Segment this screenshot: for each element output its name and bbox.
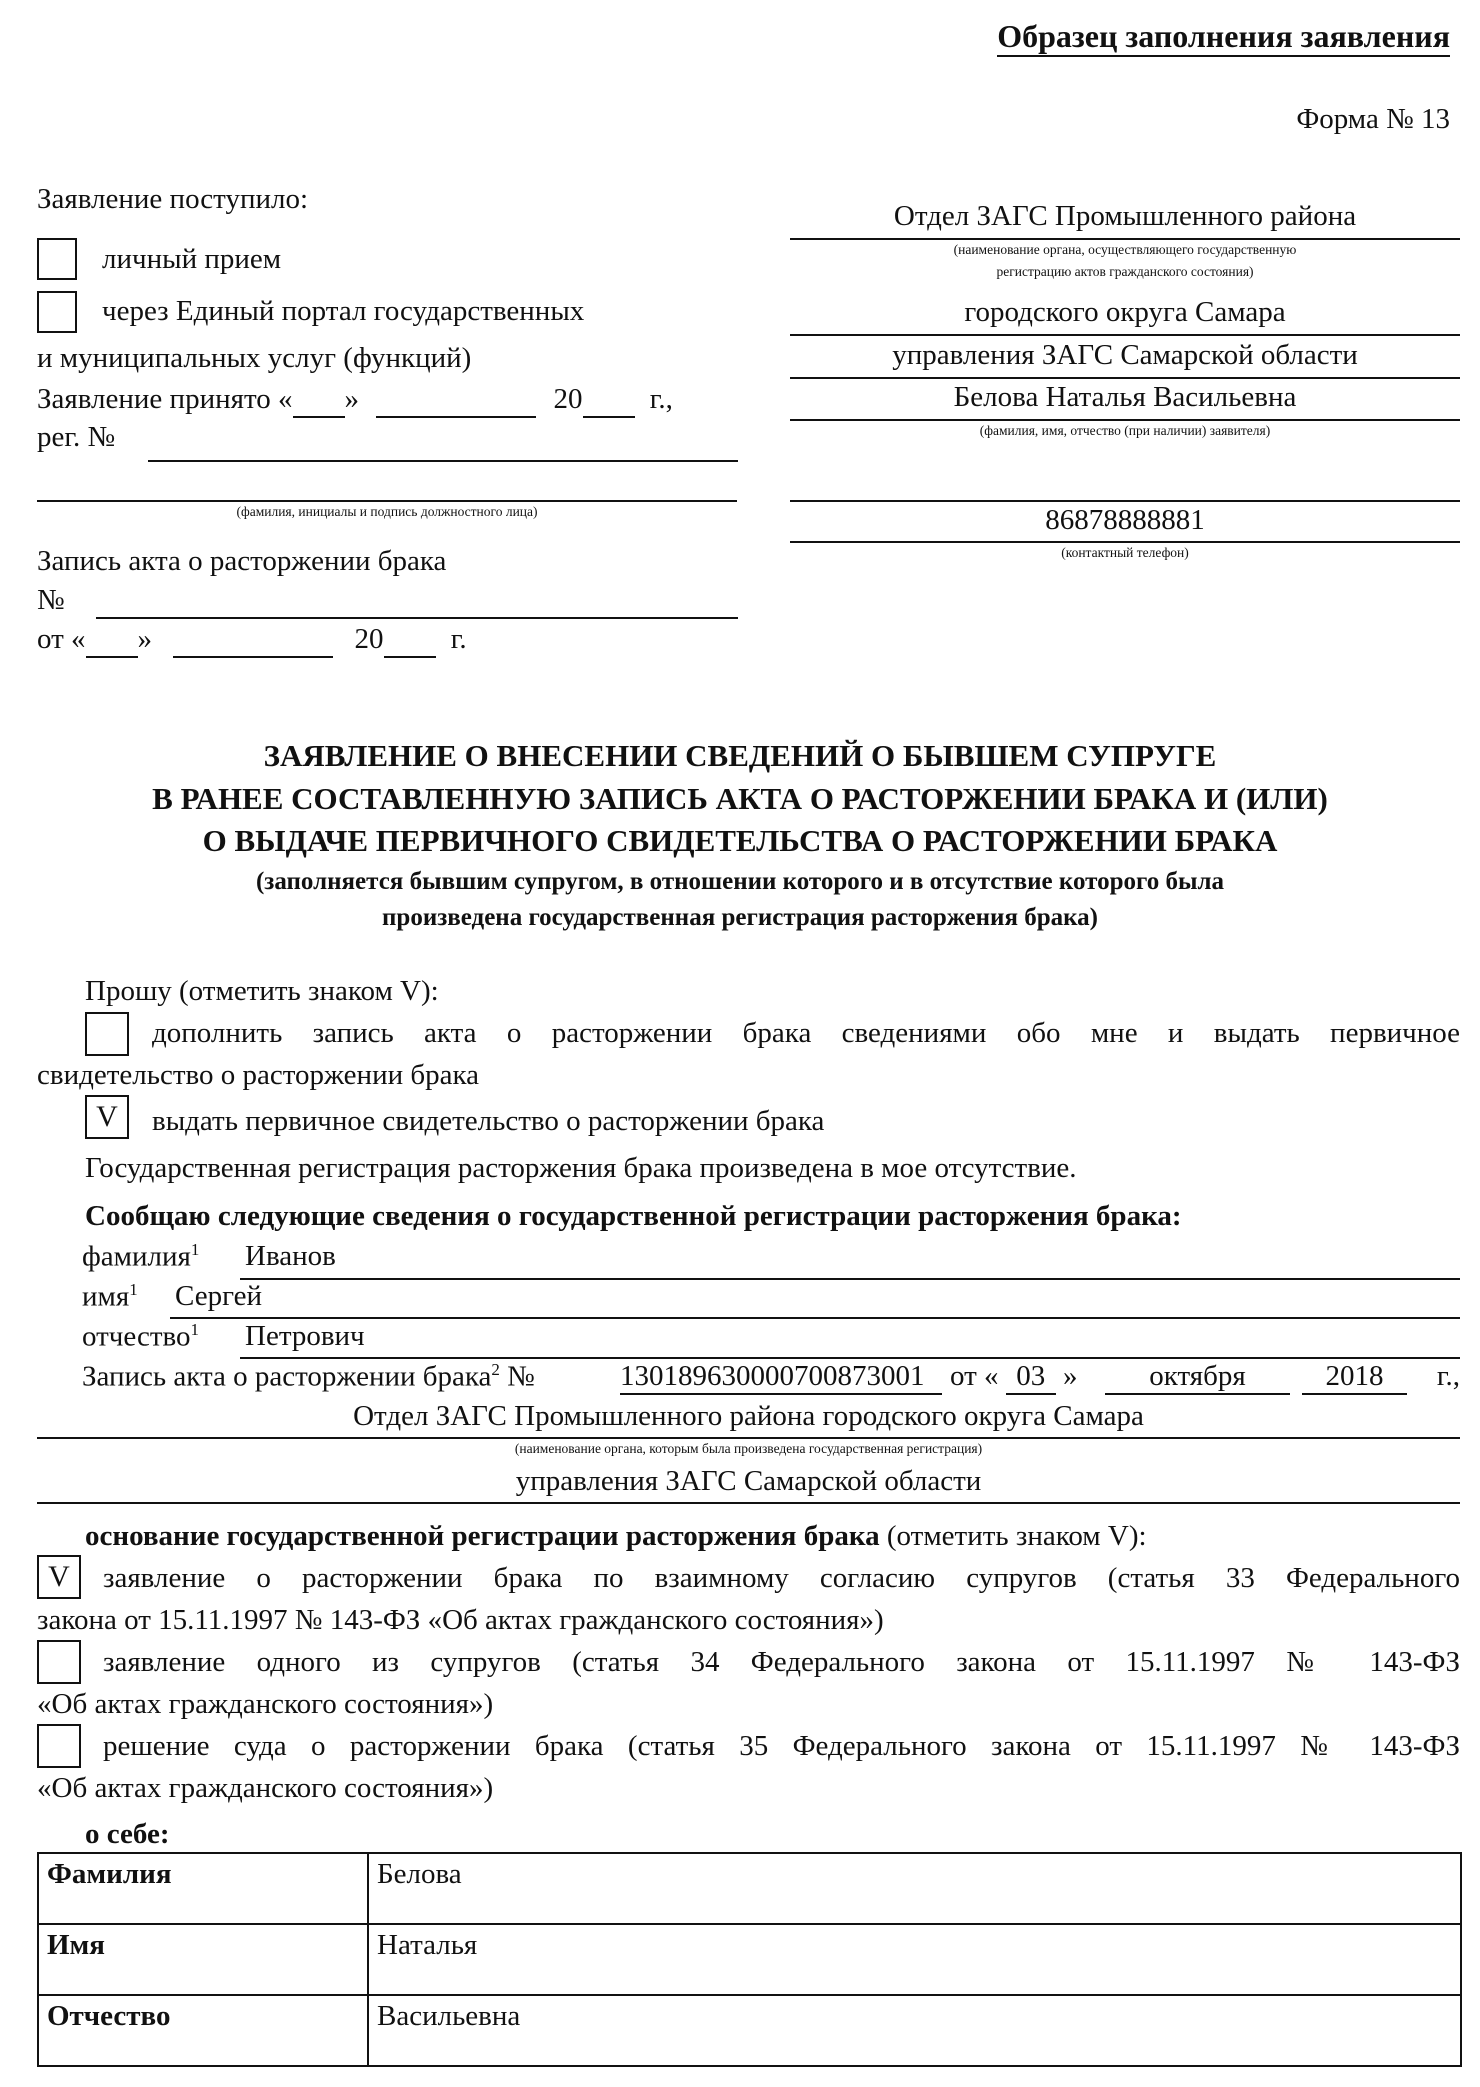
form-number: Форма № 13 xyxy=(1296,103,1450,135)
registration-org-line xyxy=(37,1437,1460,1439)
registration-org-line1[interactable]: Отдел ЗАГС Промышленного района городского округа Самара xyxy=(353,1400,1144,1432)
name-line xyxy=(170,1317,1460,1319)
registration-org-line2[interactable]: управления ЗАГС Самарской области xyxy=(515,1465,982,1497)
phone-number[interactable]: 86878888881 xyxy=(1045,504,1205,536)
personal-reception-checkbox[interactable] xyxy=(37,238,77,280)
registration-org-line-2 xyxy=(37,1502,1460,1504)
phone-caption: (контактный телефон) xyxy=(1061,545,1189,560)
record-year-value[interactable]: 2018 xyxy=(1302,1360,1407,1395)
about-self-heading: о себе: xyxy=(85,1818,170,1850)
addressee-org-line2[interactable]: городского округа Самара xyxy=(964,296,1286,328)
self-surname-value[interactable]: Белова xyxy=(368,1853,1461,1924)
patronymic-header: Отчество xyxy=(38,1995,368,2066)
record-label: Запись акта о расторжении брака xyxy=(37,545,447,577)
accepted-year-field[interactable] xyxy=(583,383,635,418)
record-year-field[interactable] xyxy=(384,623,436,658)
record-date: от « 03 » xyxy=(950,1360,1078,1395)
accepted-day-field[interactable] xyxy=(293,383,345,418)
official-signature-field[interactable] xyxy=(37,500,737,502)
surname-header: Фамилия xyxy=(38,1853,368,1924)
record-year-suffix: г., xyxy=(1436,1360,1460,1392)
name-header: Имя xyxy=(38,1924,368,1995)
applicant-caption: (фамилия, имя, отчество (при наличии) заявителя) xyxy=(979,423,1271,438)
self-name-value[interactable]: Наталья xyxy=(368,1924,1461,1995)
self-patronymic-value[interactable]: Васильевна xyxy=(368,1995,1461,2066)
personal-reception-label: личный прием xyxy=(102,243,282,275)
request-option2-checkbox[interactable]: V xyxy=(85,1095,129,1139)
addressee-line-2 xyxy=(790,334,1460,336)
received-label: Заявление поступило: xyxy=(37,183,309,215)
surname-value[interactable]: Иванов xyxy=(245,1240,336,1272)
record-number-value[interactable]: 130189630000700873001 xyxy=(620,1360,942,1395)
patronymic-value[interactable]: Петрович xyxy=(245,1320,365,1352)
patronymic-line xyxy=(240,1357,1460,1359)
table-row xyxy=(38,1924,1461,1995)
about-self-table xyxy=(37,1852,1462,2067)
record-number-field[interactable] xyxy=(96,617,738,619)
addressee-blank-line[interactable] xyxy=(790,500,1460,502)
title-line1: ЗАЯВЛЕНИЕ О ВНЕСЕНИИ СВЕДЕНИЙ О БЫВШЕМ СУПРУГЕ xyxy=(263,738,1217,773)
basis-option1-checkbox[interactable]: V xyxy=(37,1555,81,1599)
basis-option2-checkbox[interactable] xyxy=(37,1640,81,1684)
name-label: имя$^1$ xyxy=(82,1280,138,1313)
record-date-row: от « » 20 г. xyxy=(37,623,467,658)
official-caption: (фамилия, инициалы и подпись должностного лица) xyxy=(236,504,538,519)
surname-line xyxy=(240,1278,1460,1280)
table-row xyxy=(38,1995,1461,2066)
addressee-org-line3[interactable]: управления ЗАГС Самарской области xyxy=(892,339,1358,371)
request-option1-line1: дополнить запись акта о расторжении брака сведениями обо мне и выдать первичное xyxy=(152,1017,1460,1049)
basis-heading: основание государственной регистрации расторжения брака (отметить знаком V): xyxy=(85,1520,1147,1552)
addressee-org-line1[interactable]: Отдел ЗАГС Промышленного района xyxy=(893,200,1357,232)
title-line3: О ВЫДАЧЕ ПЕРВИЧНОГО СВИДЕТЕЛЬСТВА О РАСТОРЖЕНИИ БРАКА xyxy=(202,823,1278,858)
basis-option3-line2: «Об актах гражданского состояния») xyxy=(37,1772,494,1804)
record-day-value[interactable]: 03 xyxy=(1006,1360,1056,1395)
request-option1-checkbox[interactable] xyxy=(85,1012,129,1056)
reg-number-field[interactable] xyxy=(148,460,738,462)
record-month-value[interactable]: октября xyxy=(1105,1360,1290,1395)
registration-heading: Сообщаю следующие сведения о государственной регистрации расторжения брака: xyxy=(85,1200,1182,1232)
table-row xyxy=(38,1853,1461,1924)
request-option2-label: выдать первичное свидетельство о расторжении брака xyxy=(152,1105,825,1137)
request-label: Прошу (отметить знаком V): xyxy=(85,975,439,1007)
addressee-caption-line2: регистрацию актов гражданского состояния) xyxy=(996,264,1254,279)
record-number-label: № xyxy=(37,584,65,616)
accepted-month-field[interactable] xyxy=(376,383,536,418)
portal-label-line1: через Единый портал государственных xyxy=(102,295,585,327)
phone-line xyxy=(790,541,1460,543)
accepted-label: Заявление принято « xyxy=(37,383,293,415)
applicant-name[interactable]: Белова Наталья Васильевна xyxy=(953,381,1297,413)
accepted-date-row: Заявление принято « » 20 г., xyxy=(37,383,673,418)
title-note-line2: произведена государственная регистрация расторжения брака) xyxy=(382,904,1098,931)
addressee-caption-line1: (наименование органа, осуществляющего государственную xyxy=(953,242,1297,257)
patronymic-label: отчество$^1$ xyxy=(82,1320,200,1353)
title-note-line1: (заполняется бывшим супругом, в отношении которого и в отсутствие которого была xyxy=(255,868,1225,895)
sample-title: Образец заполнения заявления xyxy=(997,18,1450,57)
addressee-line-1 xyxy=(790,238,1460,240)
portal-label-line2: и муниципальных услуг (функций) xyxy=(37,342,472,374)
basis-option2-line2: «Об актах гражданского состояния») xyxy=(37,1688,494,1720)
record-day-field[interactable] xyxy=(86,623,138,658)
basis-option1-line2: закона от 15.11.1997 № 143-ФЗ «Об актах гражданского состояния») xyxy=(37,1604,884,1636)
record-row: Запись акта о расторжении брака$^2$ № xyxy=(82,1360,535,1393)
request-option1-line2: свидетельство о расторжении брака xyxy=(37,1059,480,1091)
surname-label: фамилия$^1$ xyxy=(82,1240,200,1273)
basis-option3-checkbox[interactable] xyxy=(37,1724,81,1768)
registration-org-caption: (наименование органа, которым была произведена государственная регистрация) xyxy=(514,1441,983,1456)
title-line2: В РАНЕЕ СОСТАВЛЕННУЮ ЗАПИСЬ АКТА О РАСТОРЖЕНИИ БРАКА И (ИЛИ) xyxy=(152,781,1328,816)
name-value[interactable]: Сергей xyxy=(175,1280,262,1312)
applicant-name-line xyxy=(790,419,1460,421)
record-month-field[interactable] xyxy=(173,623,333,658)
basis-option2-line1: заявление одного из супругов (статья 34 Федерального закона от 15.11.1997 № 143-ФЗ xyxy=(103,1646,1460,1678)
reg-number-label: рег. № xyxy=(37,421,116,453)
portal-checkbox[interactable] xyxy=(37,291,77,333)
basis-option3-line1: решение суда о расторжении брака (статья 35 Федерального закона от 15.11.1997 № 143-ФЗ xyxy=(103,1730,1460,1762)
basis-option1-line1: заявление о расторжении брака по взаимному согласию супругов (статья 33 Федерального xyxy=(103,1562,1460,1594)
absence-statement: Государственная регистрация расторжения брака произведена в мое отсутствие. xyxy=(85,1152,1077,1184)
addressee-line-3 xyxy=(790,377,1460,379)
